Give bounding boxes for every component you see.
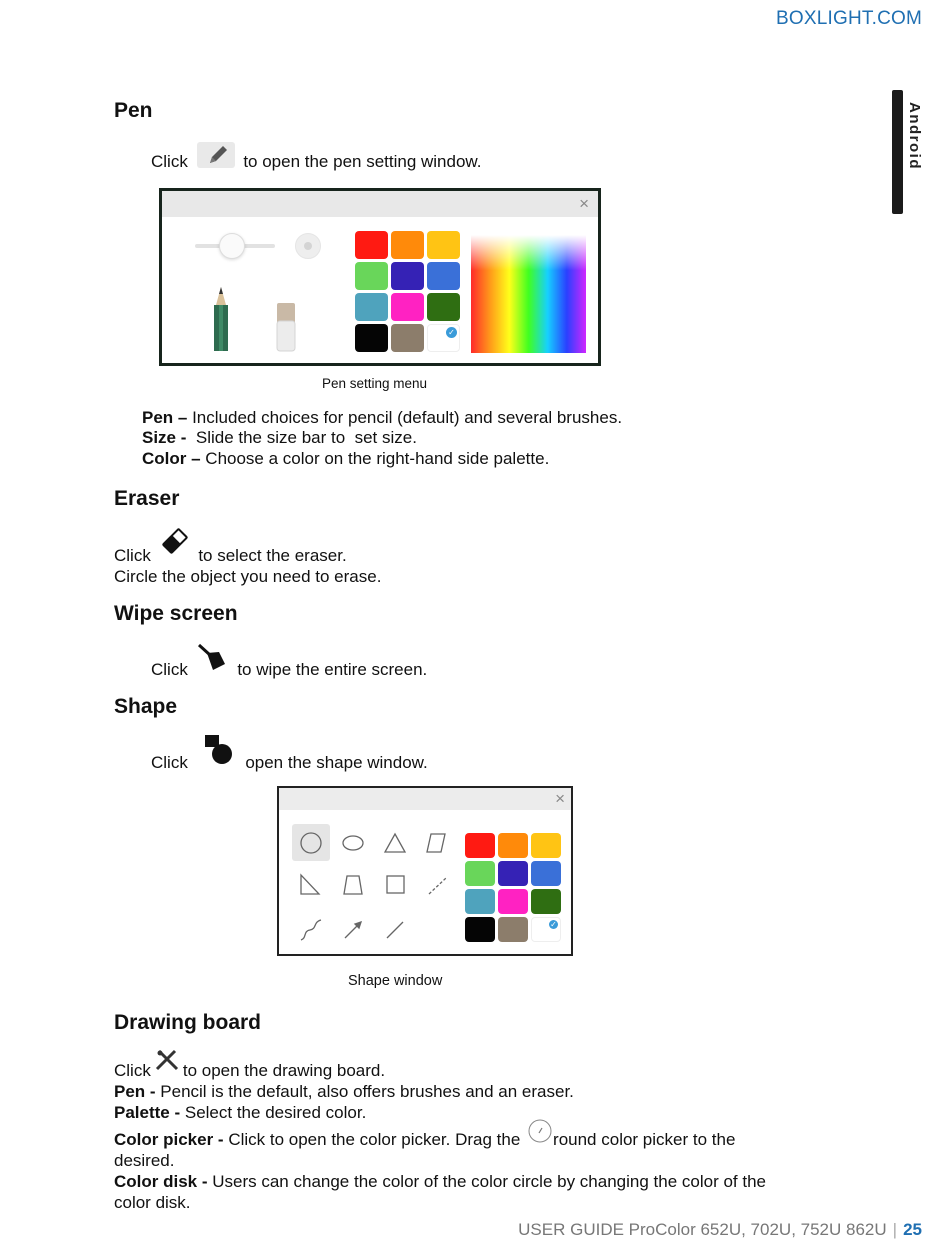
disk-term: Color disk - [114, 1172, 208, 1191]
color-swatch[interactable] [355, 293, 388, 321]
color-swatch[interactable] [498, 889, 528, 914]
shape-instruction-text: open the shape window. [245, 753, 428, 772]
pen-icon[interactable] [197, 142, 235, 168]
round-color-picker-icon[interactable] [527, 1118, 553, 1144]
wipe-heading: Wipe screen [114, 602, 238, 625]
size-term: Size - [142, 428, 187, 447]
picker-desc-c: desired. [114, 1151, 175, 1170]
color-spectrum[interactable] [471, 235, 586, 353]
shapes-icon[interactable] [197, 733, 237, 767]
pen-term: Pen – [142, 408, 188, 427]
click-word: Click [114, 1061, 151, 1080]
shape-window [277, 786, 573, 956]
eraser-instruction [114, 546, 347, 566]
eraser-icon[interactable] [158, 524, 192, 558]
pen-instruction-text: to open the pen setting window. [243, 152, 482, 171]
shape-heading: Shape [114, 695, 178, 718]
color-swatch[interactable] [355, 324, 388, 352]
color-swatch[interactable] [531, 917, 561, 942]
color-swatch[interactable] [427, 262, 460, 290]
pen-instruction [151, 152, 482, 172]
trapezoid-shape-icon[interactable] [344, 876, 362, 894]
side-tab-label: Android [906, 102, 923, 170]
color-swatch[interactable] [498, 917, 528, 942]
drawing-instruction-text: to open the drawing board. [182, 1061, 386, 1080]
color-swatch[interactable] [465, 889, 495, 914]
pen-desc: Included choices for pencil (default) and several brushes. [187, 408, 623, 427]
selected-check-icon: ✓ [446, 327, 457, 338]
color-swatch[interactable] [391, 324, 424, 352]
color-swatch[interactable] [531, 861, 561, 886]
page-footer [518, 1220, 922, 1240]
side-tab-bar [892, 90, 903, 214]
drawing-pen-row [114, 1082, 574, 1102]
picker-term: Color picker - [114, 1130, 224, 1149]
click-word: Click [151, 152, 188, 171]
color-swatch[interactable] [465, 861, 495, 886]
pen-setting-window [159, 188, 601, 366]
color-swatch[interactable] [465, 833, 495, 858]
size-slider-handle[interactable] [219, 233, 245, 259]
color-swatch[interactable] [465, 917, 495, 942]
color-swatch[interactable] [427, 293, 460, 321]
color-term: Color – [142, 449, 201, 468]
close-icon[interactable]: × [579, 194, 589, 213]
eraser-instruction-text: to select the eraser. [198, 546, 347, 565]
triangle-shape-icon[interactable] [385, 834, 405, 852]
disk-desc-a: Users can change the color of the color circle by changing the color of the [207, 1172, 766, 1191]
drawing-heading: Drawing board [114, 1011, 262, 1034]
color-swatch[interactable] [498, 861, 528, 886]
right-triangle-shape-icon[interactable] [301, 875, 319, 894]
color-swatch[interactable] [355, 231, 388, 259]
click-word: Click [151, 753, 188, 772]
size-def-row [142, 428, 417, 448]
drawing-picker-row [114, 1130, 735, 1150]
pen-term: Pen - [114, 1082, 156, 1101]
footer-separator: | [892, 1220, 898, 1239]
ellipse-shape-icon[interactable] [343, 836, 363, 850]
size-preview-icon [295, 233, 321, 259]
size-desc: Slide the size bar to set size. [186, 428, 417, 447]
color-swatch[interactable] [427, 324, 460, 352]
shape-options [279, 788, 449, 954]
drawing-instruction [114, 1061, 385, 1081]
pencil-icon[interactable] [209, 285, 233, 353]
picker-desc-a: Click to open the color picker. Drag the [223, 1130, 521, 1149]
line-shape-icon[interactable] [387, 922, 403, 938]
pen-caption: Pen setting menu [322, 376, 428, 391]
circle-shape-icon[interactable] [301, 833, 321, 853]
curve-shape-icon[interactable] [301, 920, 321, 940]
selected-check-icon: ✓ [550, 920, 557, 929]
square-shape-icon[interactable] [387, 876, 404, 893]
disk-desc-b: color disk. [114, 1193, 191, 1212]
drawing-palette-row [114, 1103, 366, 1123]
drawing-board-icon[interactable] [153, 1047, 181, 1073]
color-desc: Choose a color on the right-hand side palette. [200, 449, 550, 468]
parallelogram-shape-icon[interactable] [427, 834, 445, 852]
window-title-bar [162, 191, 598, 217]
broom-icon[interactable] [195, 642, 231, 674]
color-swatch[interactable] [531, 889, 561, 914]
color-swatch[interactable] [498, 833, 528, 858]
color-swatch[interactable] [355, 262, 388, 290]
color-swatch[interactable] [391, 262, 424, 290]
eraser-heading: Eraser [114, 487, 180, 510]
close-icon[interactable]: × [555, 789, 565, 808]
color-swatch[interactable] [531, 833, 561, 858]
eraser-tool-icon[interactable] [275, 301, 297, 353]
wipe-instruction-text: to wipe the entire screen. [237, 660, 428, 679]
palette-term: Palette - [114, 1103, 181, 1122]
click-word: Click [114, 546, 151, 565]
pen-def-row [142, 408, 622, 428]
color-swatch[interactable] [391, 231, 424, 259]
color-def-row [142, 449, 549, 469]
eraser-line2: Circle the object you need to erase. [114, 567, 382, 586]
guide-title: USER GUIDE ProColor 652U, 702U, 752U 862U [518, 1220, 887, 1239]
brand-link[interactable]: BOXLIGHT.COM [776, 8, 922, 29]
color-swatch[interactable] [391, 293, 424, 321]
drawing-disk-row [114, 1172, 766, 1192]
pen-desc: Pencil is the default, also offers brushes and an eraser. [155, 1082, 574, 1101]
wipe-instruction [151, 660, 427, 680]
palette-desc: Select the desired color. [180, 1103, 367, 1122]
page-number: 25 [903, 1220, 922, 1239]
dashed-line-shape-icon[interactable] [429, 878, 446, 894]
click-word: Click [151, 660, 188, 679]
shape-instruction [151, 753, 428, 773]
pen-heading: Pen [114, 99, 153, 122]
shape-caption: Shape window [348, 973, 443, 989]
picker-desc-b: round color picker to the [553, 1130, 736, 1149]
color-swatch[interactable] [427, 231, 460, 259]
